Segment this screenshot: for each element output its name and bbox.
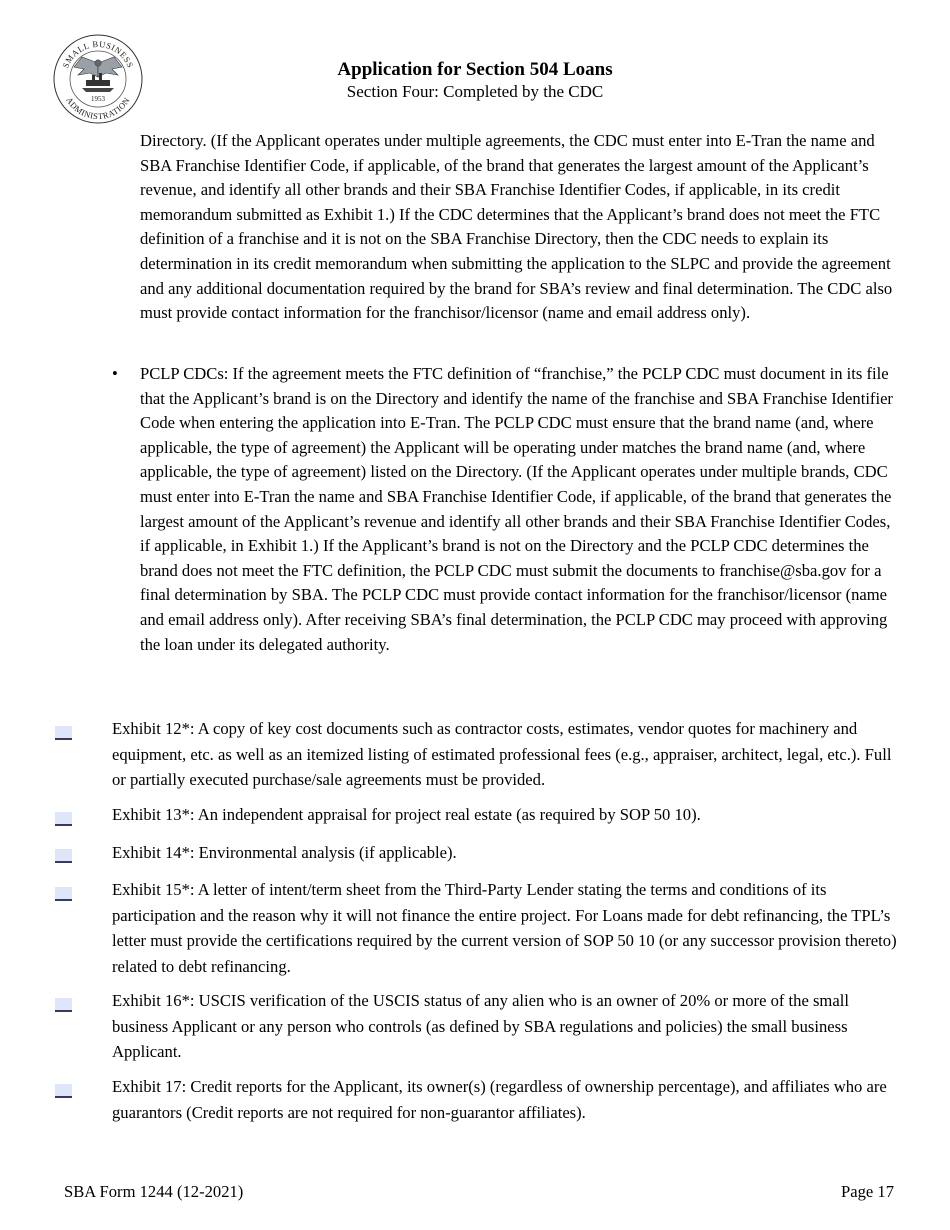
exhibit-13-text: Exhibit 13*: An independent appraisal for project real estate (as required by SOP 50 10). [112,805,701,824]
exhibit-13-checkbox[interactable] [55,812,72,826]
exhibit-12-checkbox[interactable] [55,726,72,740]
exhibit-15-checkbox[interactable] [55,887,72,901]
svg-text:1953: 1953 [91,95,105,103]
exhibit-16-text: Exhibit 16*: USCIS verification of the USCIS status of any alien who is an owner of 20% or more of the small business Applicant or any person who controls (as defined by SBA regulations and policies) the small business Applicant. [112,991,849,1061]
svg-text:ADMINISTRATION: ADMINISTRATION [64,95,132,122]
pclp-cdcs-bullet: PCLP CDCs: If the agreement meets the FTC definition of “franchise,” the PCLP CDC must document in its file that the Applicant’s brand is on the Directory and identify the name of the franchise and SBA Franchise Identifier Code when entering the application into E-Tran. The PCLP CDC must ensure that the brand name (and, where applicable, the type of agreement) the Applicant will be operating under matches the brand name (and, where applicable, the type of agreement) listed on the Directory. (If the Applicant operates under multiple brands, CDC must enter into E-Tran the name and SBA Franchise Identifier Code, if applicable, of the brand that generates the largest amount of the Applicant’s revenue and identify all other brands and their SBA Franchise Identifier Codes, if applicable, in Exhibit 1.) If the Applicant’s brand is not on the Directory and the PCLP CDC determines the brand does not meet the FTC definition, the PCLP CDC must submit the documents to franchise@sba.gov for a final determination by SBA. The PCLP CDC must provide contact information for the franchisor/licensor (name and email address only). After receiving SBA’s final determination, the PCLP CDC may proceed with approving the loan under its delegated authority. [140,364,893,654]
exhibit-14-text: Exhibit 14*: Environmental analysis (if applicable). [112,843,457,862]
page-number: Page 17 [841,1182,894,1201]
exhibit-17-checkbox[interactable] [55,1084,72,1098]
bullet-marker: • [112,364,118,383]
continuation-paragraph: Directory. (If the Applicant operates under multiple agreements, the CDC must enter into E-Tran the name and SBA Franchise Identifier Code, if applicable, of the brand that generates the largest amount of the Applicant’s revenue, and identify all other brands and their SBA Franchise Identifier Codes, if applicable, in its credit memorandum submitted as Exhibit 1.) If the CDC determines that the Applicant’s brand does not meet the FTC definition of a franchise and it is not on the SBA Franchise Directory, then the CDC needs to explain its determination in its credit memorandum when submitting the application to the SLPC and provide the agreement and any additional documentation required by the brand for SBA’s review and final determination. The CDC also must provide contact information for the franchisor/licensor (name and email address only). [140,131,893,323]
exhibit-14-checkbox[interactable] [55,849,72,863]
page-title: Application for Section 504 Loans [337,59,613,80]
exhibit-12-text: Exhibit 12*: A copy of key cost documents such as contractor costs, estimates, vendor quotes for machinery and equipment, etc. as well as an itemized listing of estimated professional fees (e.g., appraiser, architect, legal, etc.). Full or partially executed purchase/sale agreements must be provided. [112,719,892,789]
exhibit-16-checkbox[interactable] [55,998,72,1012]
exhibit-17-text: Exhibit 17: Credit reports for the Applicant, its owner(s) (regardless of ownership percentage), and affiliates who are guarantors (Credit reports are not required for non-guarantor affiliates). [112,1077,887,1122]
page-subtitle: Section Four: Completed by the CDC [346,82,604,101]
svg-text:SMALL BUSINESS: SMALL BUSINESS [60,38,136,70]
form-identifier: SBA Form 1244 (12-2021) [64,1182,244,1201]
exhibit-15-text: Exhibit 15*: A letter of intent/term sheet from the Third-Party Lender stating the terms and conditions of its participation and the reason why it will not finance the entire project. For Loans made for debt refinancing, the TPL’s letter must provide the certifications required by the current version of SOP 50 10 (or any successor provision thereto) related to debt refinancing. [112,880,897,976]
